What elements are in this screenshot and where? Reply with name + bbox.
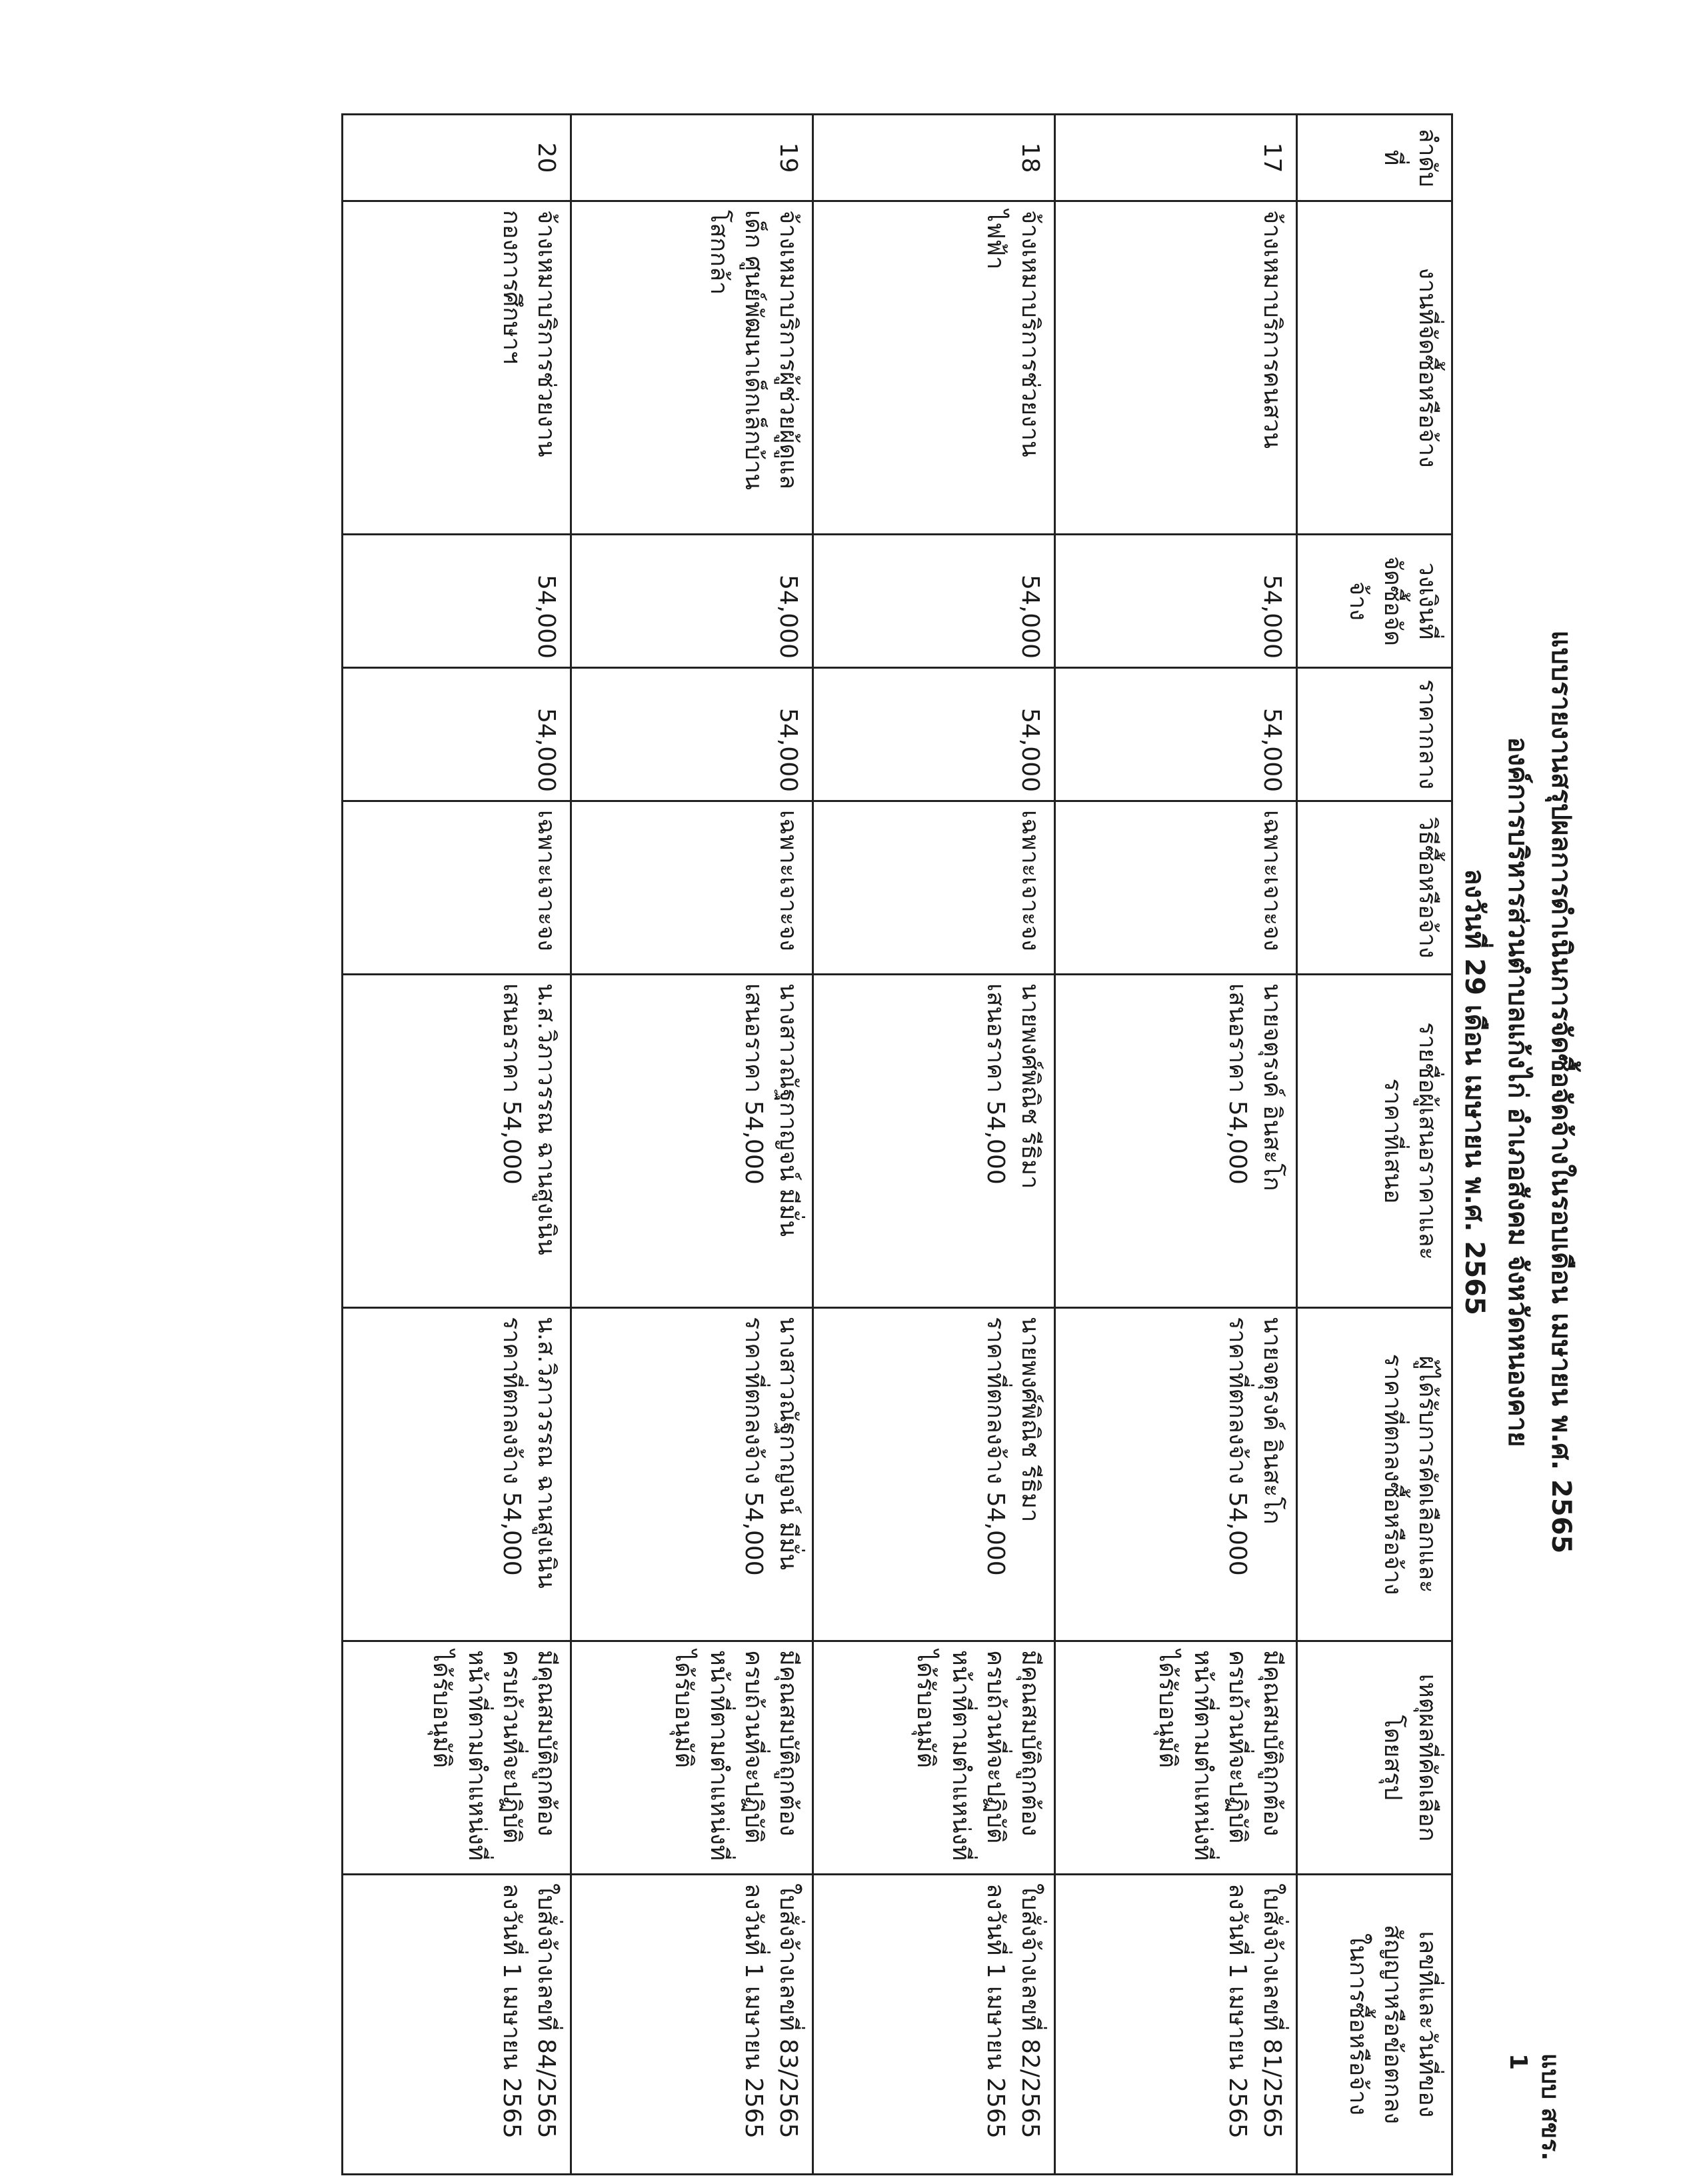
- form-code: แบบ สขร. 1: [1504, 2053, 1564, 2161]
- row-work: จ้างเหมาบริการคนสวน: [1055, 201, 1297, 535]
- table-header-row: [1297, 115, 1452, 2175]
- header-contract: เลขที่และวันที่ของ สัญญาหรือข้อตกลง ในการซื้อหรือจ้าง: [1297, 1875, 1452, 2175]
- row-reason: มีคุณสมบัติถูกต้อง ครบถ้วนที่จะปฏิบัติ หน้าที่ตามตำแหน่งที่ ได้รับอนุมัติ: [813, 1641, 1055, 1875]
- row-bidders: นายพงศ์พิณิช รีธิมา เสนอราคา 54,000: [813, 975, 1055, 1308]
- row-reason: มีคุณสมบัติถูกต้อง ครบถ้วนที่จะปฏิบัติ หน้าที่ตามตำแหน่งที่ ได้รับอนุมัติ: [1055, 1641, 1297, 1875]
- row-median-price: 54,000: [1055, 668, 1297, 801]
- row-seq: 17: [1055, 115, 1297, 201]
- row-budget: 54,000: [813, 535, 1055, 668]
- row-work: จ้างเหมาบริการช่วยงาน กองการศึกษาฯ: [343, 201, 571, 535]
- row-winner: นายจตุรงค์ อินสะโก ราคาที่ตกลงจ้าง 54,000: [1055, 1308, 1297, 1641]
- table-row: [1055, 115, 1297, 2175]
- organization-name: องค์การบริหารส่วนตำบลแก้งไก่ อำเภอสังคม จังหวัดหนองคาย: [1502, 737, 1533, 1447]
- row-seq: 20: [343, 115, 571, 201]
- header-budget: วงเงินที่ จัดซื้อจัด จ้าง: [1297, 535, 1452, 668]
- row-reason: มีคุณสมบัติถูกต้อง ครบถ้วนที่จะปฏิบัติ หน้าที่ตามตำแหน่งที่ ได้รับอนุมัติ: [571, 1641, 813, 1875]
- header-method: วิธีซื้อหรือจ้าง: [1297, 801, 1452, 975]
- row-contract: ใบสั่งจ้างเลขที่ 81/2565 ลงวันที่ 1 เมษายน 2565: [1055, 1875, 1297, 2175]
- table-row: [813, 115, 1055, 2175]
- header-winner: ผู้ได้รับการคัดเลือกและ ราคาที่ตกลงซื้อหรือจ้าง: [1297, 1308, 1452, 1641]
- row-contract: ใบสั่งจ้างเลขที่ 84/2565 ลงวันที่ 1 เมษายน 2565: [343, 1875, 571, 2175]
- report-title: แบบรายงานสรุปผลการดำเนินการจัดซื้อจัดจ้างในรอบเดือน เมษายน พ.ศ. 2565: [1546, 630, 1576, 1554]
- row-budget: 54,000: [343, 535, 571, 668]
- row-contract: ใบสั่งจ้างเลขที่ 82/2565 ลงวันที่ 1 เมษายน 2565: [813, 1875, 1055, 2175]
- header-reason: เหตุผลที่คัดเลือก โดยสรุป: [1297, 1641, 1452, 1875]
- row-winner: นายพงศ์พิณิช รีธิมา ราคาที่ตกลงจ้าง 54,000: [813, 1308, 1055, 1641]
- row-contract: ใบสั่งจ้างเลขที่ 83/2565 ลงวันที่ 1 เมษายน 2565: [571, 1875, 813, 2175]
- row-work: จ้างเหมาบริการช่วยงาน ไฟฟ้า: [813, 201, 1055, 535]
- row-bidders: นางสาวณัฐกาญจน์ มีมั่น เสนอราคา 54,000: [571, 975, 813, 1308]
- row-seq: 18: [813, 115, 1055, 201]
- row-method: เฉพาะเจาะจง: [813, 801, 1055, 975]
- row-median-price: 54,000: [813, 668, 1055, 801]
- row-budget: 54,000: [571, 535, 813, 668]
- row-winner: น.ส.วิภาวรรณ ฉานสูงเนิน ราคาที่ตกลงจ้าง 54,000: [343, 1308, 571, 1641]
- row-median-price: 54,000: [343, 668, 571, 801]
- header-bidders: รายชื่อผู้เสนอราคาและ ราคาที่เสนอ: [1297, 975, 1452, 1308]
- row-median-price: 54,000: [571, 668, 813, 801]
- row-budget: 54,000: [1055, 535, 1297, 668]
- row-method: เฉพาะเจาะจง: [1055, 801, 1297, 975]
- header-seq: ลำดับ ที่: [1297, 115, 1452, 201]
- table-row: [571, 115, 813, 2175]
- row-work: จ้างเหมาบริการผู้ช่วยผู้ดูแล เด็ก ศูนย์พัฒนาเด็กเล็กบ้าน โสกกล้า: [571, 201, 813, 535]
- header-median-price: ราคากลาง: [1297, 668, 1452, 801]
- procurement-table: [341, 113, 1453, 2175]
- table-row: [343, 115, 571, 2175]
- header-work: งานที่จัดซื้อหรือจ้าง: [1297, 201, 1452, 535]
- row-winner: นางสาวณัฐกาญจน์ มีมั่น ราคาที่ตกลงจ้าง 54,000: [571, 1308, 813, 1641]
- row-method: เฉพาะเจาะจง: [343, 801, 571, 975]
- row-bidders: น.ส.วิภาวรรณ ฉานสูงเนิน เสนอราคา 54,000: [343, 975, 571, 1308]
- row-seq: 19: [571, 115, 813, 201]
- row-reason: มีคุณสมบัติถูกต้อง ครบถ้วนที่จะปฏิบัติ หน้าที่ตามตำแหน่งที่ ได้รับอนุมัติ: [343, 1641, 571, 1875]
- report-date: ลงวันที่ 29 เดือน เมษายน พ.ศ. 2565: [1459, 869, 1490, 1315]
- row-bidders: นายจตุรงค์ อินสะโก เสนอราคา 54,000: [1055, 975, 1297, 1308]
- row-method: เฉพาะเจาะจง: [571, 801, 813, 975]
